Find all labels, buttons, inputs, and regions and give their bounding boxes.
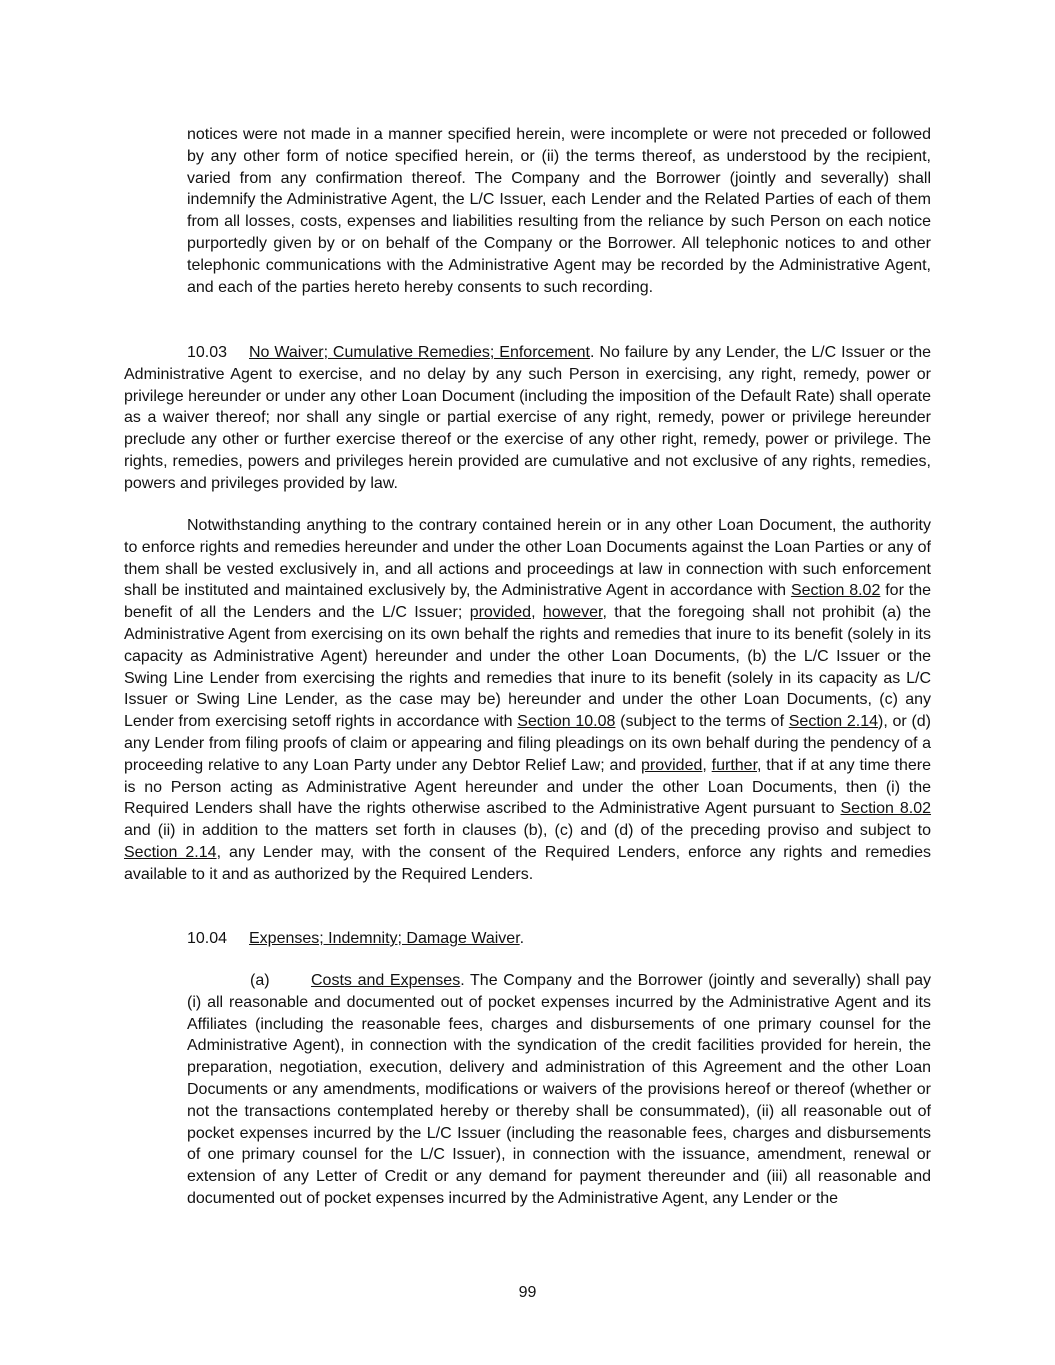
section-10-03 [124, 342, 931, 495]
clause-body: The Company and the Borrower (jointly and severally) shall pay (i) all reasonable and documented out of pocket expenses incurred by the Administrative Agent and its Affiliates (including the reasonable fees, charges and disbursements of one primary counsel for the Administrative Agent), in connection with the syndication of the credit facilities provided for herein, the preparation, negotiation, execution, delivery and administration of this Agreement and the other Loan Documents or any amendments, modifications or waivers of the provisions hereof or thereof (whether or not the transactions contemplated hereby or thereby shall be consummated), (ii) all reasonable out of pocket expenses incurred by the L/C Issuer (including the reasonable fees, charges and disbursements of one primary counsel for the L/C Issuer), in connection with the issuance, amendment, renewal or extension of any Letter of Credit or any demand for payment thereunder and (iii) all reasonable and documented out of pocket expenses incurred by the Administrative Agent, any Lender or the [187, 972, 932, 1207]
section-body: No failure by any Lender, the L/C Issuer or the Administrative Agent to exercise, and no delay by any such Person in exercising, any right, remedy, power or privilege hereunder or under any other Loan Document (including the imposition of the Default Rate) shall operate as a waiver thereof; nor shall any single or partial exercise of any right, remedy, power or privilege hereunder preclude any other or further exercise thereof or the exercise of any other right, remedy, power or privilege. The rights, remedies, powers and privileges herein provided are cumulative and not exclusive of any rights, remedies, powers and privileges provided by law. [124, 344, 931, 492]
defined-term: provided [641, 756, 703, 774]
text-run: , any Lender may, with the consent of the Required Lenders, enforce any rights and remedies available to it and as authorized by the Required Lenders. [124, 843, 932, 883]
text-run: , that the foregoing shall not prohibit (a) the Administrative Agent from exercising on its own behalf the rights and remedies that inure to its benefit (solely in its capacity as Administrative Agent) hereunder and under the other Loan Documents, (b) the L/C Issuer or the Swing Line Lender from exercising the rights and remedies that inure to its benefit (solely in its capacity as L/C Issuer or Swing Line Lender, as the case may be) hereunder and under the other Loan Documents, (c) any Lender from exercising setoff rights in accordance with [124, 604, 932, 731]
text-run: , [702, 756, 712, 774]
text-run: , [531, 604, 543, 622]
paragraph-notwithstanding [124, 515, 931, 886]
text-run: and (ii) in addition to the matters set forth in clauses (b), (c) and (d) of the preceding proviso and subject to [124, 822, 931, 840]
paragraph-text: notices were not made in a manner specified herein, were incomplete or were not preceded or followed by any other form of notice specified herein, or (ii) the terms thereof, as understood by the recipient, varied from any confirmation thereof. The Company and the Borrower (jointly and severally) shall indemnify the Administrative Agent, the L/C Issuer, each Lender and the Related Parties of each of them from all losses, costs, expenses and liabilities resulting from the reliance by such Person on each notice purportedly given by or on behalf of the Company or the Borrower. All telephonic notices to and other telephonic communications with the Administrative Agent may be recorded by the Administrative Agent, and each of the parties hereto hereby consents to such recording. [187, 126, 931, 296]
section-10-04-a [187, 970, 931, 1210]
section-title: Expenses; Indemnity; Damage Waiver [249, 930, 520, 947]
clause-label: (a) [250, 972, 270, 989]
text-run: ), or (d) any Lender from filing proofs of claim or appearing and filing pleadings on its own behalf during the pendency of a proceeding relative to any Loan Party under any Debtor Relief Law; and [124, 713, 932, 774]
defined-term: however [542, 604, 603, 622]
text-run: , that if at any time there is no Person acting as Administrative Agent hereunder and under the other Loan Documents, then (i) the Required Lenders shall have the rights otherwise ascribed to the Administrative Agent pursuant to [124, 756, 931, 818]
paragraph-notices-continuation [187, 124, 931, 298]
section-title: No Waiver; Cumulative Remedies; Enforcement [249, 344, 591, 361]
section-number: 10.04 [187, 930, 228, 947]
defined-term: further [711, 756, 758, 774]
text-run: (subject to the terms of [615, 713, 789, 731]
cross-reference: Section 2.14 [788, 713, 878, 731]
cross-reference: Section 8.02 [840, 800, 932, 818]
cross-reference: Section 2.14 [124, 843, 217, 861]
cross-reference: Section 10.08 [517, 713, 616, 731]
clause-title: Costs and Expenses [311, 972, 461, 989]
clause-title-period: . [460, 972, 465, 989]
section-10-04-heading [187, 928, 524, 950]
section-title-period: . [590, 344, 595, 361]
page-number: 99 [518, 1284, 537, 1301]
text-run: for the benefit of all the Lenders and the L/C Issuer; [124, 582, 932, 622]
text-run: Notwithstanding anything to the contrary contained herein or in any other Loan Document, the authority to enforce rights and remedies hereunder and under the other Loan Documents against the Loan Parties or any of them shall be vested exclusively in, and all actions and proceedings at law in connection with such enforcement shall be instituted and maintained exclusively by, the Administrative Agent in accordance with [124, 517, 931, 600]
section-title-period: . [519, 930, 525, 947]
defined-term: provided [469, 604, 532, 622]
section-number: 10.03 [187, 344, 228, 361]
cross-reference: Section 8.02 [790, 582, 881, 600]
